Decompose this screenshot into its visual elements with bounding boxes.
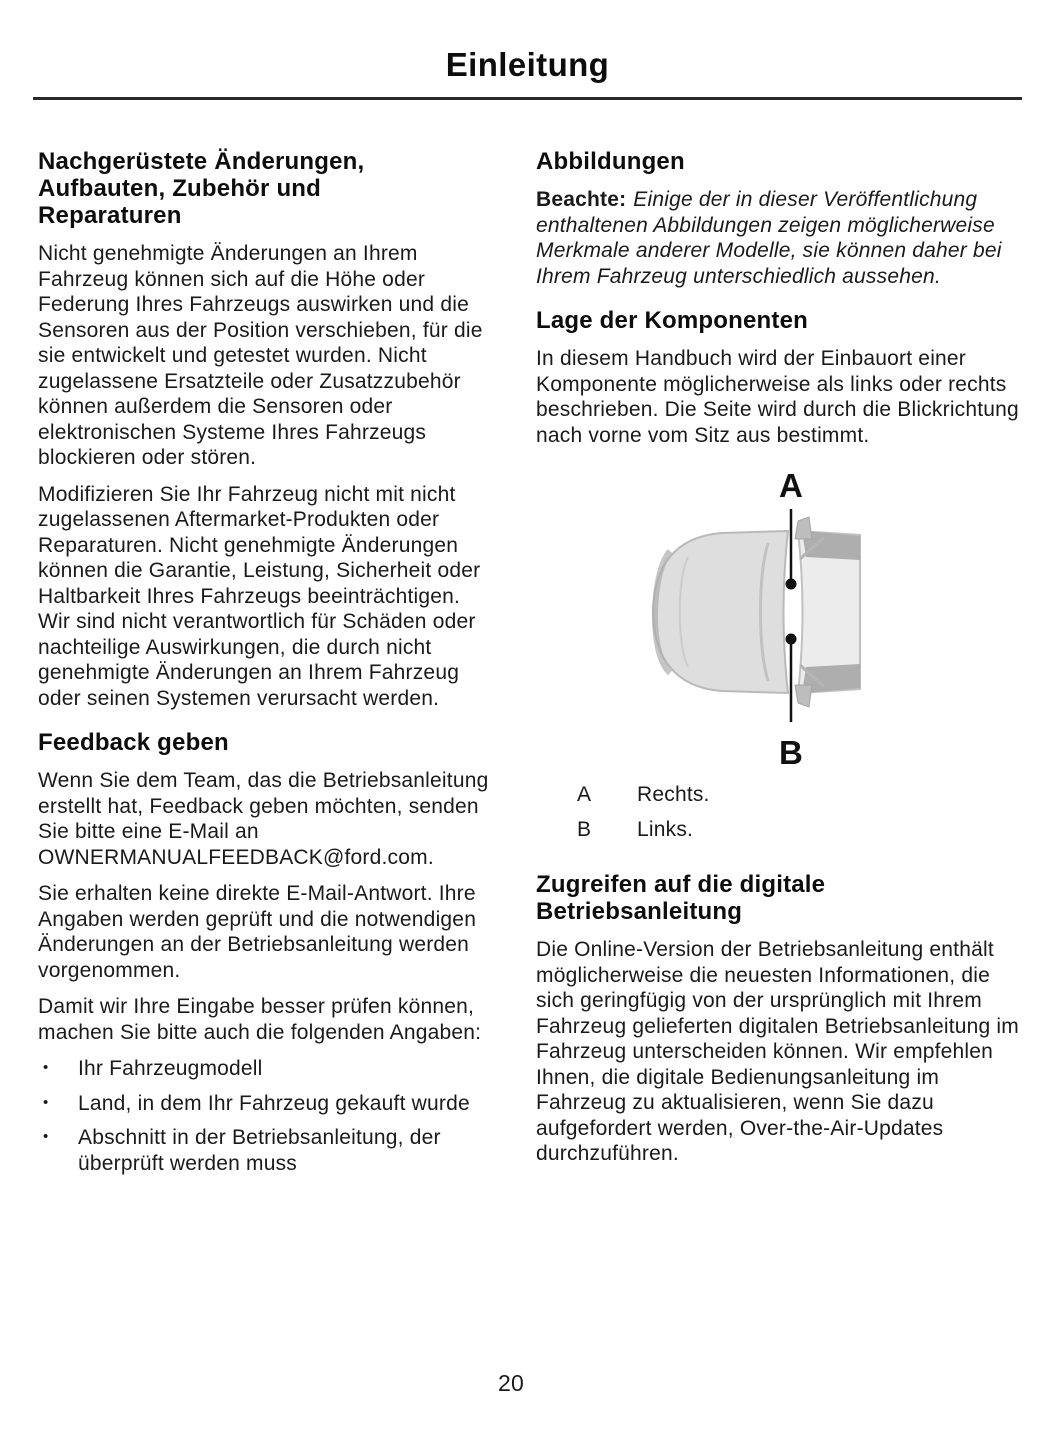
legend-key: A <box>577 783 592 806</box>
paragraph-modifications-2: Modifizieren Sie Ihr Fahrzeug nicht mit nicht zugelassenen Aftermarket-Produkten oder Reparaturen. Nicht genehmigte Änderungen können die Garantie, Leistung, Sicherheit oder Haltbarkeit Ihres Fahrzeugs beeinträchtigen. Wir sind nicht verantwortlich für Schäden oder nachteilige Auswirkungen, die durch nicht genehmigte Änderungen an Ihrem Fahrzeug oder seinen Systemen verursacht werden. <box>38 482 481 710</box>
legend-row-a <box>536 777 1022 812</box>
bullet-item: • Land, in dem Ihr Fahrzeug gekauft wurde <box>38 1091 494 1117</box>
paragraph-feedback-2: Sie erhalten keine direkte E-Mail-Antwort. Ihre Angaben werden geprüft und die notwendigen Änderungen an der Betriebsanleitung werden vorgenommen. <box>38 882 477 982</box>
note-text: Einige der in dieser Veröffentlichung enthaltenen Abbildungen zeigen möglicherweise Merkmale anderer Modelle, sie können daher bei Ihrem Fahrzeug unterschiedlich aussehen. <box>536 188 1002 288</box>
paragraph-feedback-3: Damit wir Ihre Eingabe besser prüfen können, machen Sie bitte auch die folgenden Angaben: <box>38 995 482 1044</box>
callout-label-b: B <box>778 734 804 769</box>
figure-component-location <box>536 459 1022 769</box>
heading-modifications: Nachgerüstete Änderungen, Aufbauten, Zubehör und Reparaturen <box>38 148 365 229</box>
paragraph-digital-manual: Die Online-Version der Betriebsanleitung enthält möglicherweise die neuesten Informationen, die sich geringfügig von der ursprünglich mit Ihrem Fahrzeug gelieferten digitalen Betriebsanleitung im Fahrzeug unterscheiden können. Wir empfehlen Ihnen, die digitale Bedienungsanleitung im Fahrzeug zu aktualisieren, wenn Sie dazu aufgefordert werden, Over-the-Air-Updates durchzuführen. <box>536 938 1019 1165</box>
column-right <box>536 148 1022 1178</box>
title-divider <box>33 97 1022 100</box>
page-number: 20 <box>498 1370 524 1396</box>
column-left <box>38 148 494 1185</box>
figure-legend <box>536 777 1022 847</box>
heading-feedback: Feedback geben <box>38 729 229 756</box>
car-hood <box>653 531 788 693</box>
car-mirror-right <box>795 517 812 539</box>
heading-illustrations: Abbildungen <box>536 148 685 175</box>
page-title: Einleitung <box>445 46 610 83</box>
bullet-item: • Abschnitt in der Betriebsanleitung, der überprüft werden muss <box>38 1125 494 1176</box>
legend-value: Links. <box>637 818 694 841</box>
paragraph-components: In diesem Handbuch wird der Einbauort einer Komponente möglicherweise als links oder rechts beschrieben. Die Seite wird durch die Blickrichtung nach vorne vom Sitz aus bestimmt. <box>536 347 1019 447</box>
bullet-item: • Ihr Fahrzeugmodell <box>38 1056 494 1082</box>
legend-value: Rechts. <box>637 783 710 806</box>
paragraph-feedback-1: Wenn Sie dem Team, das die Betriebsanleitung erstellt hat, Feedback geben möchten, senden Sie bitte eine E-Mail an OWNERMANUALFEEDBACK@ford.com. <box>38 769 489 869</box>
paragraph-illustrations-note <box>536 187 1022 289</box>
heading-digital-manual: Zugreifen auf die digitale Betriebsanleitung <box>536 871 826 925</box>
car-mirror-left <box>795 685 812 707</box>
car-top-view-illustration <box>536 459 1022 769</box>
legend-row-b <box>536 812 1022 847</box>
feedback-bullet-list <box>38 1056 494 1176</box>
paragraph-modifications-1: Nicht genehmigte Änderungen an Ihrem Fahrzeug können sich auf die Höhe oder Federung Ihres Fahrzeugs auswirken und die Sensoren aus der Position verschieben, für die sie entwickelt und getestet wurden. Nicht zugelassene Ersatzteile oder Zusatzzubehör können außerdem die Sensoren oder elektronischen Systeme Ihres Fahrzeugs blockieren oder stören. <box>38 242 483 469</box>
legend-key: B <box>577 818 592 841</box>
heading-components: Lage der Komponenten <box>536 307 809 334</box>
note-label: Beachte: <box>536 188 627 211</box>
pointer-dot-a <box>786 579 797 590</box>
callout-label-a: A <box>778 467 804 504</box>
